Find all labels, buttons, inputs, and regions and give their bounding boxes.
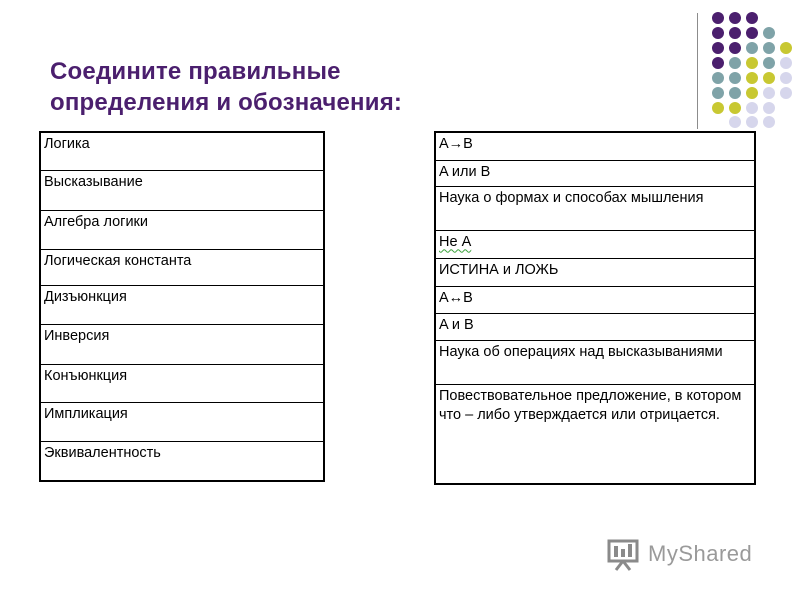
definitions-row xyxy=(435,132,755,160)
decorative-dot xyxy=(712,27,724,39)
term-cell: Конъюнкция xyxy=(40,364,324,402)
decorative-dot xyxy=(763,116,775,128)
decorative-dot xyxy=(729,27,741,39)
terms-row xyxy=(40,170,324,210)
definition-cell xyxy=(435,230,755,258)
definition-cell: Наука о формах и способах мышления xyxy=(435,186,755,230)
terms-row xyxy=(40,285,324,324)
decorative-dot xyxy=(763,102,775,114)
term-cell: Эквивалентность xyxy=(40,441,324,481)
decorative-dot xyxy=(780,72,792,84)
definition-cell: A↔B xyxy=(435,286,755,313)
decorative-dot xyxy=(712,12,724,24)
definition-cell: ИСТИНА и ЛОЖЬ xyxy=(435,258,755,286)
terms-row xyxy=(40,132,324,170)
terms-row xyxy=(40,210,324,249)
term-cell: Алгебра логики xyxy=(40,210,324,249)
slide-title xyxy=(50,56,570,118)
terms-row xyxy=(40,441,324,481)
decorative-dot xyxy=(763,87,775,99)
definitions-table xyxy=(434,131,756,485)
decorative-dot xyxy=(712,72,724,84)
decorative-dot xyxy=(763,27,775,39)
presentation-board-icon xyxy=(606,537,642,571)
decorative-dot xyxy=(729,57,741,69)
decorative-dot xyxy=(729,116,741,128)
decorative-divider-line xyxy=(697,13,698,129)
decorative-dot xyxy=(729,72,741,84)
definitions-row xyxy=(435,340,755,384)
terms-row xyxy=(40,249,324,285)
decorative-dot xyxy=(746,27,758,39)
decorative-dot xyxy=(729,87,741,99)
decorative-dot xyxy=(746,42,758,54)
decorative-dot xyxy=(712,42,724,54)
logo-text: MyShared xyxy=(648,541,753,566)
term-cell: Инверсия xyxy=(40,324,324,364)
definition-cell: A и B xyxy=(435,313,755,340)
decorative-dot xyxy=(763,57,775,69)
definitions-row xyxy=(435,230,755,258)
terms-row xyxy=(40,364,324,402)
term-cell: Логическая константа xyxy=(40,249,324,285)
decorative-dot xyxy=(729,102,741,114)
decorative-dot xyxy=(712,57,724,69)
decorative-dot xyxy=(780,42,792,54)
term-cell: Высказывание xyxy=(40,170,324,210)
decorative-dot xyxy=(746,12,758,24)
definitions-row xyxy=(435,160,755,186)
decorative-dot xyxy=(746,57,758,69)
term-cell: Импликация xyxy=(40,402,324,441)
definitions-row xyxy=(435,384,755,484)
term-cell: Логика xyxy=(40,132,324,170)
decorative-dot xyxy=(763,42,775,54)
decorative-dot xyxy=(712,102,724,114)
definitions-row xyxy=(435,186,755,230)
slide-title-line-2: определения и обозначения: xyxy=(50,89,403,116)
decorative-dot xyxy=(746,72,758,84)
definition-text: Не A xyxy=(439,233,472,250)
decorative-dot xyxy=(746,116,758,128)
decorative-dot xyxy=(763,72,775,84)
decorative-dot xyxy=(780,57,792,69)
definitions-row xyxy=(435,286,755,313)
terms-row xyxy=(40,324,324,364)
decorative-dot xyxy=(712,87,724,99)
definitions-row xyxy=(435,313,755,340)
definitions-row xyxy=(435,258,755,286)
definition-cell: Наука об операциях над высказываниями xyxy=(435,340,755,384)
slide-title-line-1: Соедините правильные xyxy=(50,58,341,85)
decorative-dot xyxy=(746,102,758,114)
decorative-dot xyxy=(729,12,741,24)
definition-cell: Повествовательное предложение, в котором что – либо утверждается или отрицается. xyxy=(435,384,755,484)
decorative-dot xyxy=(746,87,758,99)
terms-table xyxy=(39,131,325,482)
myshared-logo xyxy=(606,534,752,574)
definition-cell: A или B xyxy=(435,160,755,186)
decorative-dot xyxy=(780,87,792,99)
decorative-dot xyxy=(729,42,741,54)
terms-row xyxy=(40,402,324,441)
definition-cell: A→B xyxy=(435,132,755,160)
term-cell: Дизъюнкция xyxy=(40,285,324,324)
